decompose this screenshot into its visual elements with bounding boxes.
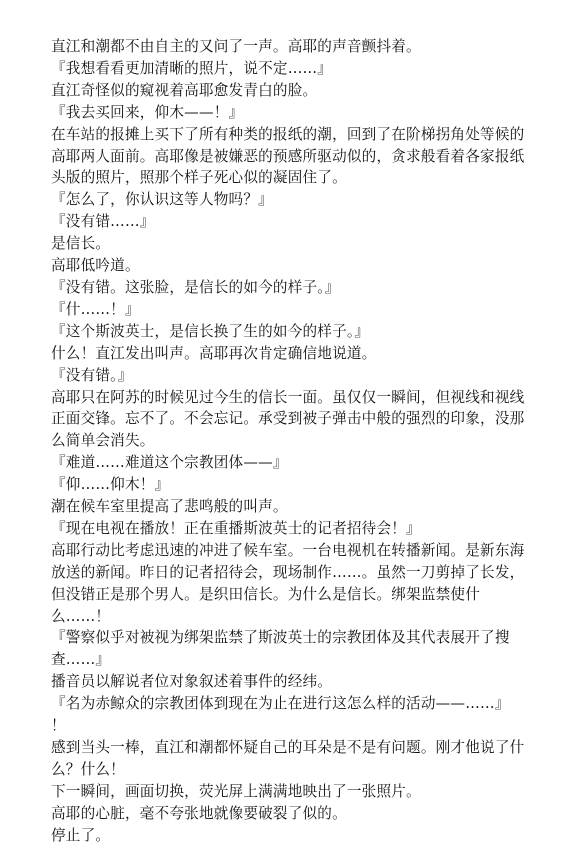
paragraph-11: 『什……！』 [51,300,140,318]
paragraph-18: 潮在候车室里提高了悲鸣般的叫声。 [51,498,288,516]
paragraph-14: 『没有错。』 [51,366,133,384]
paragraph-6: 『怎么了，你认识这等人物吗？』 [51,191,273,209]
paragraph-21: 『警察似乎对被视为绑架监禁了斯波英士的宗教团体及其代表展开了搜查……』 [51,629,510,669]
paragraph-15: 高耶只在阿苏的时候见过今生的信长一面。虽仅仅一瞬间，但视线和视线正面交锋。忘不了。不会忘记。承受到被子弹击中般的强烈的印象，没那么简单会消失。 [51,388,525,450]
paragraph-1: 直江和潮都不由自主的又问了一声。高耶的声音颤抖着。 [51,38,421,55]
paragraph-8: 是信长。 [51,235,111,253]
paragraph-12: 『这个斯波英士，是信长换了生的如今的样子。』 [51,322,370,340]
paragraph-25: 感到当头一棒，直江和潮都怀疑自己的耳朵是不是有问题。刚才他说了什么？什么！ [51,739,525,778]
novel-page [51,36,529,847]
paragraph-23: 『名为赤鲸众的宗教团体到现在为止在进行这怎么样的活动——……』 [51,695,510,713]
paragraph-19: 『现在电视在播放！正在重播斯波英士的记者招待会！』 [51,519,421,537]
paragraph-10: 『没有错。这张脸，是信长的如今的样子。』 [51,278,340,296]
paragraph-17: 『仰……仰木！』 [51,476,170,494]
paragraph-7: 『没有错……』 [51,213,155,231]
paragraph-27: 高耶的心脏，毫不夸张地就像要破裂了似的。 [51,804,347,822]
paragraph-22: 播音员以解说者位对象叙述着事件的经纬。 [51,673,333,691]
paragraph-9: 高耶低吟道。 [51,257,140,275]
paragraph-16: 『难道……难道这个宗教团体——』 [51,454,288,472]
paragraph-13: 什么！直江发出叫声。高耶再次肯定确信地说道。 [51,344,377,362]
paragraph-26: 下一瞬间，画面切换，荧光屏上满满地映出了一张照片。 [51,782,421,800]
paragraph-24: ！ [51,717,66,735]
paragraph-4: 『我去买回来，仰木——！』 [51,103,244,121]
paragraph-20: 高耶行动比考虑迅速的冲进了候车室。一台电视机在转播新闻。是新东海放送的新闻。昨日的记者招待会，现场制作……。虽然一刀剪掉了长发，但没错正是那个男人。是织田信长。为什么是信长。绑架监禁使什么……！ [51,541,525,625]
paragraph-5: 在车站的报摊上买下了所有种类的报纸的潮，回到了在阶梯拐角处等候的高耶两人面前。高耶像是被嫌恶的预感所驱动似的，贪求般看着各家报纸头版的照片，照那个样子死心似的凝固住了。 [51,125,525,187]
paragraph-28: 停止了。 [51,826,111,844]
paragraph-2: 『我想看看更加清晰的照片，说不定……』 [51,59,333,77]
paragraph-3: 直江奇怪似的窥视着高耶愈发青白的脸。 [51,81,318,99]
